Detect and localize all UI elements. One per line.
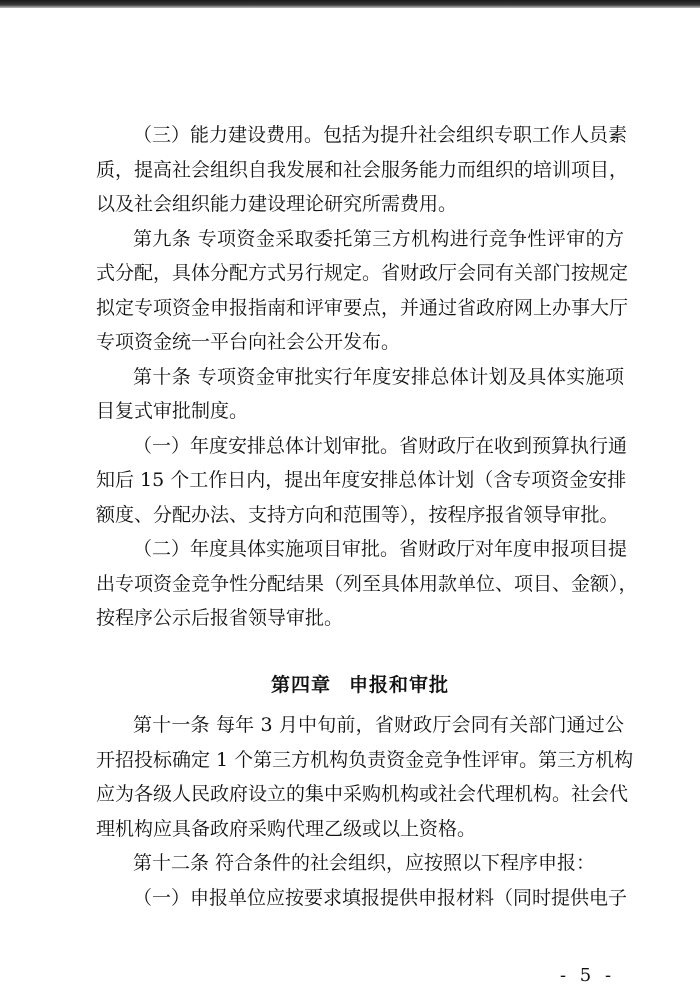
paragraph	[96, 708, 634, 846]
text-line: 式分配，具体分配方式另行规定。省财政厅会同有关部门按规定	[96, 262, 629, 284]
text-line: （三）能力建设费用。包括为提升社会组织专职工作人员素	[133, 124, 628, 146]
paragraphs-after-heading	[96, 708, 634, 915]
text-line: （二）年度具体实施项目审批。省财政厅对年度申报项目提	[133, 538, 628, 560]
text-line: 第十二条 符合条件的社会组织，应按照以下程序申报：	[133, 852, 596, 874]
paragraph	[96, 222, 629, 360]
chapter-number: 第四章	[270, 673, 331, 696]
text-line: 按程序公示后报省领导审批。	[96, 607, 344, 629]
text-line: 理机构应具备政府采购代理乙级或以上资格。	[96, 817, 477, 840]
text-line: 应为各级人民政府设立的集中采购机构或社会代理机构。社会代	[96, 783, 629, 805]
paragraph	[96, 881, 628, 916]
text-line: 第九条 专项资金采取委托第三方机构进行竞争性评审的方	[133, 227, 624, 250]
text-line: （一）申报单位应按要求填报提供申报材料（同时提供电子	[133, 886, 628, 909]
text-line: 额度、分配办法、支持方向和范围等），按程序报省领导审批。	[96, 503, 619, 526]
text-line: （一）年度安排总体计划审批。省财政厅在收到预算执行通	[133, 434, 628, 457]
text-line: 第十条 专项资金审批实行年度安排总体计划及具体实施项	[133, 365, 624, 388]
paragraphs-before-heading	[96, 118, 638, 636]
text-line: 开招投标确定 1 个第三方机构负责资金竞争性评审。第三方机构	[96, 748, 634, 771]
text-line: 第十一条 每年 3 月中旬前，省财政厅会同有关部门通过公	[133, 714, 624, 736]
text-line: 专项资金统一平台向社会公开发布。	[96, 331, 401, 353]
chapter-title: 申报和审批	[349, 673, 450, 696]
text-line: 以及社会组织能力建设理论研究所需费用。	[96, 193, 458, 215]
paragraph	[96, 360, 624, 429]
chapter-heading	[96, 668, 624, 703]
paragraph	[96, 118, 629, 222]
text-line: 拟定专项资金申报指南和评审要点，并通过省政府网上办事大厅	[96, 296, 629, 319]
paragraph	[96, 846, 624, 881]
scan-top-edge	[0, 0, 700, 8]
text-line: 质，提高社会组织自我发展和社会服务能力而组织的培训项目，	[96, 158, 629, 181]
page-number: - 5 -	[560, 965, 616, 986]
text-line: 知后 15 个工作日内，提出年度安排总体计划（含专项资金安排	[96, 469, 627, 491]
document-page	[96, 118, 638, 915]
text-line: 目复式审批制度。	[96, 400, 249, 422]
paragraph	[96, 532, 638, 636]
paragraph	[96, 429, 628, 533]
text-line: 出专项资金竞争性分配结果（列至具体用款单位、项目、金额），	[96, 572, 638, 595]
